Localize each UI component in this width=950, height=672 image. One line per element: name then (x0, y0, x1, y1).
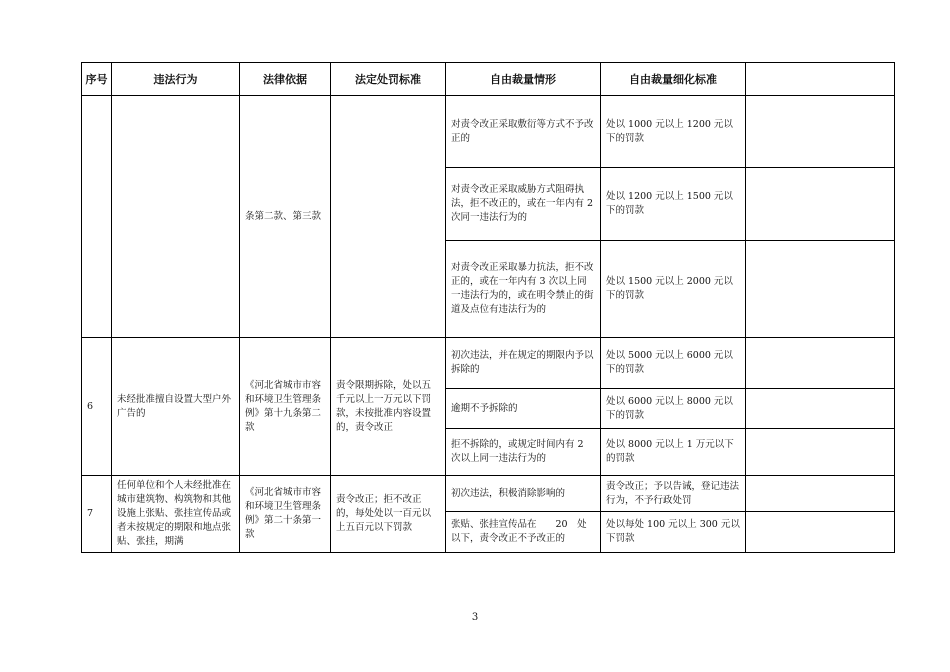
table-header-row (82, 63, 895, 96)
detail-cell: 处以 1000 元以上 1200 元以下的罚款 (601, 96, 746, 168)
extra-cell (746, 512, 895, 553)
table-row (82, 338, 895, 389)
detail-cell: 处以 6000 元以上 8000 元以下的罚款 (601, 389, 746, 429)
detail-cell: 处以每处 100 元以上 300 元以下罚款 (601, 512, 746, 553)
item7-standard-cell: 责令改正；拒不改正的，每处处以一百元以上五百元以下罚款 (331, 476, 446, 553)
header-detail: 自由裁量细化标准 (601, 63, 746, 96)
circumstance-cell: 对责令改正采取暴力抗法，拒不改正的，或在一年内有 3 次以上同一违法行为的，或在明令禁止的街道及点位有违法行为的 (446, 241, 601, 338)
circumstance-cell: 张贴、张挂宣传品在 20 处以下，责令改正不予改正的 (446, 512, 601, 553)
item7-seq-cell: 7 (82, 476, 112, 553)
header-standard: 法定处罚标准 (331, 63, 446, 96)
cont-standard-cell (331, 96, 446, 338)
item6-seq-cell: 6 (82, 338, 112, 476)
cont-basis-cell: 条第二款、第三款 (240, 96, 331, 338)
item6-basis-cell: 《河北省城市市容和环境卫生管理条例》第十九条第二款 (240, 338, 331, 476)
circumstance-cell: 对责令改正采取敷衍等方式不予改正的 (446, 96, 601, 168)
item7-basis-cell: 《河北省城市市容和环境卫生管理条例》第二十条第一款 (240, 476, 331, 553)
header-extra (746, 63, 895, 96)
circumstance-cell: 对责令改正采取威胁方式阻碍执法，拒不改正的，或在一年内有 2 次同一违法行为的 (446, 168, 601, 241)
circumstance-cell: 初次违法，并在规定的期限内予以拆除的 (446, 338, 601, 389)
circumstance-cell: 初次违法，积极消除影响的 (446, 476, 601, 512)
detail-cell: 责令改正；予以告诫，登记违法行为，不予行政处罚 (601, 476, 746, 512)
extra-cell (746, 338, 895, 389)
item7-violation-cell: 任何单位和个人未经批准在城市建筑物、构筑物和其他设施上张贴、张挂宣传品或者未按规定的期限和地点张贴、张挂，期满 (112, 476, 240, 553)
extra-cell (746, 389, 895, 429)
extra-cell (746, 476, 895, 512)
header-basis: 法律依据 (240, 63, 331, 96)
circumstance-cell: 逾期不予拆除的 (446, 389, 601, 429)
header-seq: 序号 (82, 63, 112, 96)
extra-cell (746, 429, 895, 476)
header-violation: 违法行为 (112, 63, 240, 96)
header-circumstance: 自由裁量情形 (446, 63, 601, 96)
extra-cell (746, 168, 895, 241)
penalty-standard-table (81, 62, 895, 553)
detail-cell: 处以 5000 元以上 6000 元以下的罚款 (601, 338, 746, 389)
cont-violation-cell (112, 96, 240, 338)
cont-seq-cell (82, 96, 112, 338)
table-row (82, 96, 895, 168)
table-row (82, 476, 895, 512)
item6-violation-cell: 未经批准擅自设置大型户外广告的 (112, 338, 240, 476)
detail-cell: 处以 8000 元以上 1 万元以下的罚款 (601, 429, 746, 476)
extra-cell (746, 96, 895, 168)
page-number: 3 (471, 612, 479, 623)
detail-cell: 处以 1200 元以上 1500 元以下的罚款 (601, 168, 746, 241)
detail-cell: 处以 1500 元以上 2000 元以下的罚款 (601, 241, 746, 338)
item6-standard-cell: 责令限期拆除，处以五千元以上一万元以下罚款，未按批准内容设置的，责令改正 (331, 338, 446, 476)
circumstance-cell: 拒不拆除的，或规定时间内有 2 次以上同一违法行为的 (446, 429, 601, 476)
extra-cell (746, 241, 895, 338)
